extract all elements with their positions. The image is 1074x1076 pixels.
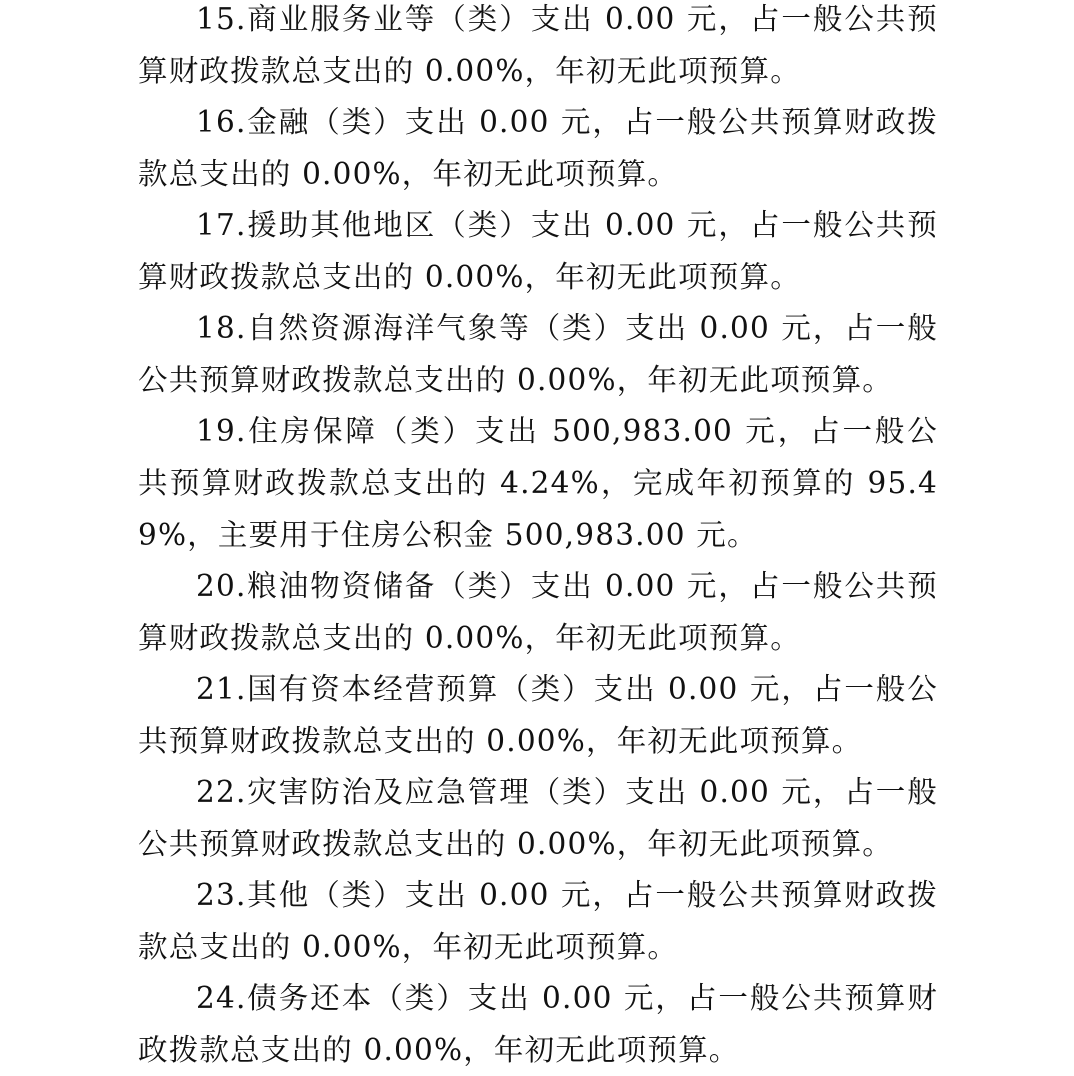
paragraph-16-finance-expenditure: 16.金融（类）支出 0.00 元，占一般公共预算财政拨款总支出的 0.00%，年初无此项预算。 <box>138 105 938 191</box>
paragraph-24-debt-repayment-expenditure: 24.债务还本（类）支出 0.00 元，占一般公共预算财政拨款总支出的 0.00%，年初无此项预算。 <box>138 981 938 1067</box>
paragraph-20-grain-oil-reserve-expenditure: 20.粮油物资储备（类）支出 0.00 元，占一般公共预算财政拨款总支出的 0.00%，年初无此项预算。 <box>138 569 938 655</box>
document-page <box>138 0 938 1075</box>
paragraph-15-commercial-services-expenditure: 15.商业服务业等（类）支出 0.00 元，占一般公共预算财政拨款总支出的 0.00%，年初无此项预算。 <box>138 2 938 88</box>
paragraph-18-natural-resources-expenditure: 18.自然资源海洋气象等（类）支出 0.00 元，占一般公共预算财政拨款总支出的 0.00%，年初无此项预算。 <box>138 311 938 397</box>
paragraph-22-disaster-prevention-expenditure: 22.灾害防治及应急管理（类）支出 0.00 元，占一般公共预算财政拨款总支出的 0.00%，年初无此项预算。 <box>138 775 938 861</box>
paragraph-17-other-regions-aid-expenditure: 17.援助其他地区（类）支出 0.00 元，占一般公共预算财政拨款总支出的 0.00%，年初无此项预算。 <box>138 208 938 294</box>
paragraph-23-other-expenditure: 23.其他（类）支出 0.00 元，占一般公共预算财政拨款总支出的 0.00%，年初无此项预算。 <box>138 878 938 964</box>
paragraph-19-housing-security-expenditure: 19.住房保障（类）支出 500,983.00 元，占一般公共预算财政拨款总支出的 4.24%，完成年初预算的 95.49%，主要用于住房公积金 500,983.00 元。 <box>138 414 938 552</box>
paragraph-21-state-capital-budget-expenditure: 21.国有资本经营预算（类）支出 0.00 元，占一般公共预算财政拨款总支出的 0.00%，年初无此项预算。 <box>138 672 938 758</box>
